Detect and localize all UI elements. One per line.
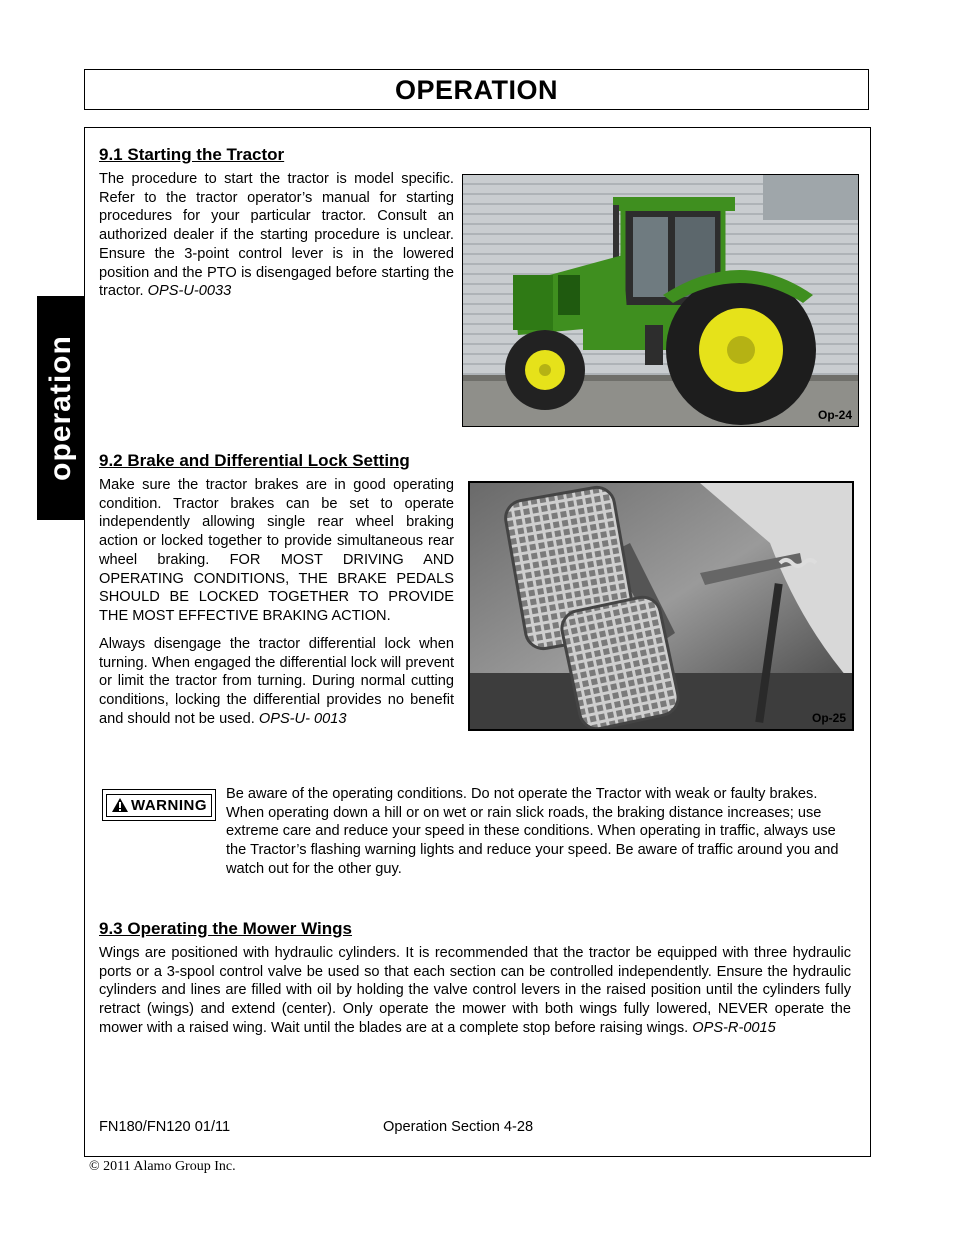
footer-model-date: FN180/FN120 01/11 xyxy=(99,1119,231,1135)
section-title-starting-tractor: 9.1 Starting the Tractor xyxy=(99,145,285,164)
warning-badge-text: WARNING xyxy=(131,796,207,814)
tractor-photo xyxy=(462,174,859,427)
tractor-illustration xyxy=(463,175,859,427)
section-body-starting-tractor xyxy=(99,170,454,301)
body-text: The procedure to start the tractor is model specific. Refer to the tractor operator’s manual for starting procedures for your particular tractor. Consult an authorized dealer if the starting procedure is unclear. Ensure the 3-point control lever is in the lowered position and the PTO is disengaged before starting the tractor. xyxy=(99,171,454,300)
warning-triangle-icon xyxy=(111,797,129,813)
side-section-tab xyxy=(37,296,84,520)
reference-code: OPS-U- 0013 xyxy=(258,710,347,727)
warning-message: Be aware of the operating conditions. Do not operate the Tractor with weak or faulty brakes. When operating down a hill or on wet or rain slick roads, the braking distance increases; use extreme care and reduce your speed in these conditions. When operating in traffic, always use the Tractor’s flashing warning lights and reduce your speed. Be aware of traffic around you and watch out for the other guy. xyxy=(226,786,839,877)
section-title-mower-wings: 9.3 Operating the Mower Wings xyxy=(99,919,352,938)
copyright-notice: © 2011 Alamo Group Inc. xyxy=(89,1159,236,1174)
body-text: Always disengage the tractor differential lock when turning. When engaged the differential lock will prevent or limit the tractor from turning. During normal cutting conditions, locking the differential provides no benefit and should not be used. xyxy=(99,636,454,727)
figure-label-op25: Op-25 xyxy=(811,711,846,725)
body-text: Wings are positioned with hydraulic cylinders. It is recommended that the tractor be equipped with three hydraulic ports or a 3-spool control valve be used so that each section can be controlled independently. Ensure the hydraulic cylinders and lines are filled with oil by holding the valve control levers in the raised position until the cylinders fully retract (wings) and extend (center). Only operate the mower with both wings fully lowered, NEVER operate the mower with a raised wing. Wait until the blades are at a complete stop before raising wings. xyxy=(99,945,851,1036)
page-header xyxy=(84,69,869,110)
page-title: OPERATION xyxy=(394,75,558,105)
reference-code: OPS-R-0015 xyxy=(692,1019,776,1036)
section-title-brake-lock: 9.2 Brake and Differential Lock Setting xyxy=(99,451,410,470)
warning-badge xyxy=(102,789,216,821)
section-body-brake-lock: Make sure the tractor brakes are in good operating condition. Tractor brakes can be set to operate independently allowing single rear wheel braking action or locked together to provide simultaneous rear wheel braking. FOR MOST DRIVING AND OPERATING CONDITIONS, THE BRAKE PEDALS SHOULD BE LOCKED TOGETHER TO PROVIDE THE MOST EFFECTIVE BRAKING ACTION. xyxy=(99,477,454,624)
figure-label-op24: Op-24 xyxy=(817,408,852,422)
side-tab-label: operation xyxy=(43,335,77,481)
section-body-mower-wings xyxy=(99,944,851,1038)
reference-code: OPS-U-0033 xyxy=(147,283,232,300)
warning-badge-inner xyxy=(106,794,212,817)
section-body-differential-lock xyxy=(99,635,454,729)
footer-page-section: Operation Section 4-28 xyxy=(383,1119,534,1135)
brake-pedal-photo xyxy=(468,481,854,731)
brake-pedal-illustration xyxy=(470,483,852,729)
